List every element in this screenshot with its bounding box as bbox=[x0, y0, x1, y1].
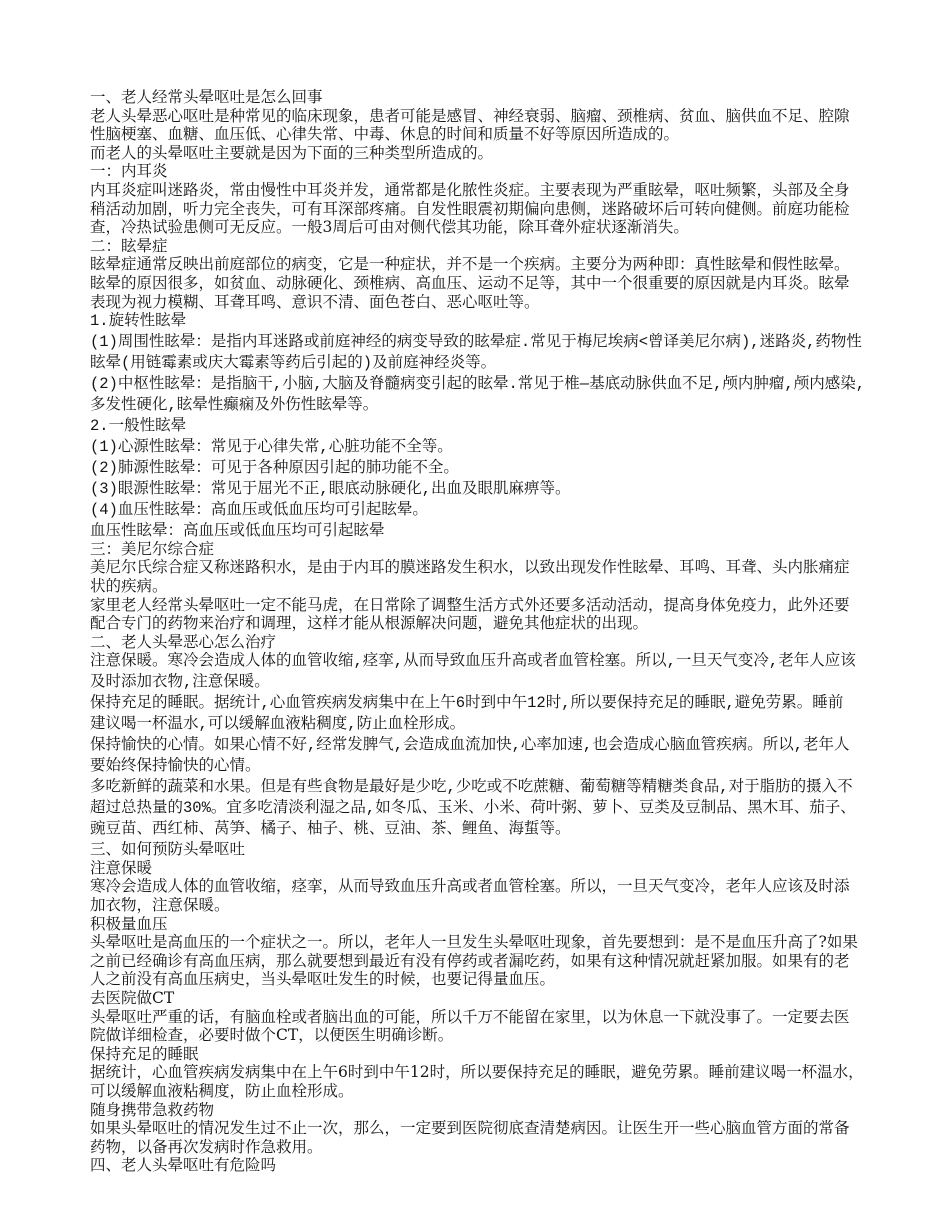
tip-title: 保持充足的睡眠 bbox=[90, 1044, 199, 1063]
paragraph-line: 眩晕的原因很多，如贫血、动脉硬化、颈椎病、高血压、运动不足等，其中一个很重要的原因就是内耳炎。眩晕 bbox=[90, 273, 850, 292]
section-heading: 三、如何预防头晕呕吐 bbox=[90, 840, 246, 859]
paragraph-line: 性脑梗塞、血糖、血压低、心律失常、中毒、休息的时间和质量不好等原因所造成的。 bbox=[90, 125, 680, 144]
list-item: (1)周围性眩晕：是指内耳迷路或前庭神经的病变导致的眩晕症.常见于梅尼埃病<曾译美尼尔病),迷路炎,药物性 bbox=[90, 333, 862, 352]
paragraph-line: 稍活动加剧，听力完全丧失，可有耳深部疼痛。自发性眼震初期偏向患侧，迷路破坏后可转向健侧。前庭功能检 bbox=[90, 199, 850, 218]
paragraph-line: 配合专门的药物来治疗和调理，这样才能从根源解决问题，避免其他症状的出现。 bbox=[90, 614, 649, 633]
paragraph-line: 人之前没有高血压病史，当头晕呕吐发生的时候，也要记得量血压。 bbox=[90, 970, 556, 989]
list-item-continuation: 多发性硬化,眩晕性癫痫及外伤性眩晕等。 bbox=[90, 396, 379, 415]
paragraph-line: 超过总热量的30%。宜多吃清淡利湿之品,如冬瓜、玉米、小米、荷叶粥、萝卜、豆类及豆制品、黑木耳、茄子、 bbox=[90, 799, 856, 818]
paragraph bbox=[90, 558, 890, 595]
paragraph-line: 据统计，心血管疾病发病集中在上午6时到中午12时，所以要保持充足的睡眠，避免劳累。睡前建议喝一杯温水， bbox=[90, 1063, 864, 1082]
subsection-heading: 二：眩晕症 bbox=[90, 236, 168, 255]
section-heading: 一、老人经常头晕呕吐是怎么回事 bbox=[90, 88, 323, 106]
document-body bbox=[90, 88, 890, 1175]
section-treatment bbox=[90, 633, 890, 841]
section-risk bbox=[90, 1156, 890, 1175]
paragraph-line: 建议喝一杯温水,可以缓解血液粘稠度,防止血栓形成。 bbox=[90, 715, 466, 734]
treatment-paragraphs bbox=[90, 651, 890, 840]
paragraph-line: 加衣物，注意保暖。 bbox=[90, 896, 230, 915]
paragraph-line: 而老人的头晕呕吐主要就是因为下面的三种类型所造成的。 bbox=[90, 143, 494, 162]
list-item: (4)血压性眩晕：高血压或低血压均可引起眩晕。 bbox=[90, 501, 428, 520]
list-item: (3)眼源性眩晕：常见于屈光不正,眼底动脉硬化,出血及眼肌麻痹等。 bbox=[90, 480, 571, 499]
subsection-heading: 一：内耳炎 bbox=[90, 162, 168, 181]
paragraph-line: 豌豆苗、西红柿、莴笋、橘子、柚子、桃、豆油、茶、鲤鱼、海蜇等。 bbox=[90, 820, 571, 839]
paragraph-line: 头晕呕吐严重的话，有脑血栓或者脑出血的可能，所以千万不能留在家里，以为休息一下就没事了。一定要去医 bbox=[90, 1007, 850, 1026]
paragraph-line: 家里老人经常头晕呕吐一定不能马虎，在日常除了调整生活方式外还要多活动活动，提高身体免疫力，此外还要 bbox=[90, 595, 850, 614]
paragraph bbox=[90, 181, 890, 237]
tip-title: 注意保暖 bbox=[90, 858, 153, 877]
list-heading: 2.一般性眩晕 bbox=[90, 417, 187, 436]
section-heading: 二、老人头晕恶心怎么治疗 bbox=[90, 632, 277, 651]
paragraph-line: 之前已经确诊有高血压病，那么就要想到最近有没有停药或者漏吃药，如果有这种情况就赶紧加服。如果有的老 bbox=[90, 951, 850, 970]
vertigo-classification bbox=[90, 311, 890, 521]
list-item: (1)心源性眩晕：常见于心律失常,心脏功能不全等。 bbox=[90, 438, 453, 457]
paragraph-line: 血压性眩晕：高血压或低血压均可引起眩晕 bbox=[90, 521, 385, 540]
section-causes bbox=[90, 88, 890, 633]
list-item: (2)肺源性眩晕：可见于各种原因引起的肺功能不全。 bbox=[90, 459, 459, 478]
paragraph-line: 状的疾病。 bbox=[90, 576, 168, 595]
section-heading: 四、老人头晕呕吐有危险吗 bbox=[90, 1156, 277, 1175]
tip-title: 随身携带急救药物 bbox=[90, 1100, 215, 1119]
paragraph-line: 院做详细检查，必要时做个CT，以便医生明确诊断。 bbox=[90, 1026, 454, 1045]
paragraph-line: 要始终保持愉快的心情。 bbox=[90, 757, 261, 776]
paragraph-line: 注意保暖。寒冷会造成人体的血管收缩,痉挛,从而导致血压升高或者血管栓塞。所以,一旦天气变冷,老年人应该 bbox=[90, 652, 856, 671]
paragraph-line: 美尼尔氏综合症又称迷路积水，是由于内耳的膜迷路发生积水，以致出现发作性眩晕、耳鸣、耳聋、头内胀痛症 bbox=[90, 558, 850, 577]
paragraph-line: 可以缓解血液粘稠度，防止血栓形成。 bbox=[90, 1082, 354, 1100]
paragraph-line: 老人头晕恶心呕吐是种常见的临床现象，患者可能是感冒、神经衰弱、脑瘤、颈椎病、贫血、脑供血不足、腔隙 bbox=[90, 106, 850, 125]
paragraph bbox=[90, 107, 890, 144]
paragraph-line: 多吃新鲜的蔬菜和水果。但是有些食物是最好是少吃,少吃或不吃蔗糖、葡萄糖等精糖类食品,对于脂肪的摄入不 bbox=[90, 778, 853, 797]
paragraph-line: 保持愉快的心情。如果心情不好,经常发脾气,会造成血流加快,心率加速,也会造成心脑血管疾病。所以,老年人 bbox=[90, 736, 850, 755]
paragraph-line: 如果头晕呕吐的情况发生过不止一次，那么，一定要到医院彻底查清楚病因。让医生开一些心脑血管方面的常备 bbox=[90, 1119, 850, 1138]
list-item: (2)中枢性眩晕：是指脑干,小脑,大脑及脊髓病变引起的眩晕.常见于椎—基底动脉供血不足,颅内肿瘤,颅内感染, bbox=[90, 375, 866, 394]
tip-title: 积极量血压 bbox=[90, 914, 168, 933]
paragraph-line: 及时添加衣物,注意保暖。 bbox=[90, 673, 270, 692]
paragraph-line: 内耳炎症叫迷路炎，常由慢性中耳炎并发，通常都是化脓性炎症。主要表现为严重眩晕，呕吐频繁，头部及全身 bbox=[90, 180, 850, 199]
paragraph-line: 眩晕症通常反映出前庭部位的病变，它是一种症状，并不是一个疾病。主要分为两种即：真性眩晕和假性眩晕。 bbox=[90, 255, 850, 274]
paragraph-line: 头晕呕吐是高血压的一个症状之一。所以，老年人一旦发生头晕呕吐现象，首先要想到：是不是血压升高了?如果 bbox=[90, 933, 858, 952]
paragraph-line: 表现为视力模糊、耳聋耳鸣、意识不清、面色苍白、恶心呕吐等。 bbox=[90, 292, 540, 311]
list-heading: 1.旋转性眩晕 bbox=[90, 312, 187, 331]
paragraph bbox=[90, 255, 890, 311]
paragraph-line: 查，冷热试验患侧可无反应。一般3周后可由对侧代偿其功能，除耳聋外症状逐渐消失。 bbox=[90, 218, 689, 237]
list-item-continuation: 眩晕(用链霉素或庆大霉素等药后引起的)及前庭神经炎等。 bbox=[90, 354, 497, 373]
paragraph bbox=[90, 596, 890, 633]
tip-title: 去医院做CT bbox=[90, 989, 175, 1008]
paragraph-line: 寒冷会造成人体的血管收缩，痉挛，从而导致血压升高或者血管栓塞。所以，一旦天气变冷，老年人应该及时添 bbox=[90, 877, 850, 896]
section-prevention bbox=[90, 840, 890, 1156]
paragraph-line: 药物，以备再次发病时作急救用。 bbox=[90, 1137, 323, 1156]
paragraph-line: 保持充足的睡眠。据统计,心血管疾病发病集中在上午6时到中午12时,所以要保持充足的睡眠,避免劳累。睡前 bbox=[90, 694, 844, 713]
subsection-heading: 三：美尼尔综合症 bbox=[90, 539, 215, 558]
